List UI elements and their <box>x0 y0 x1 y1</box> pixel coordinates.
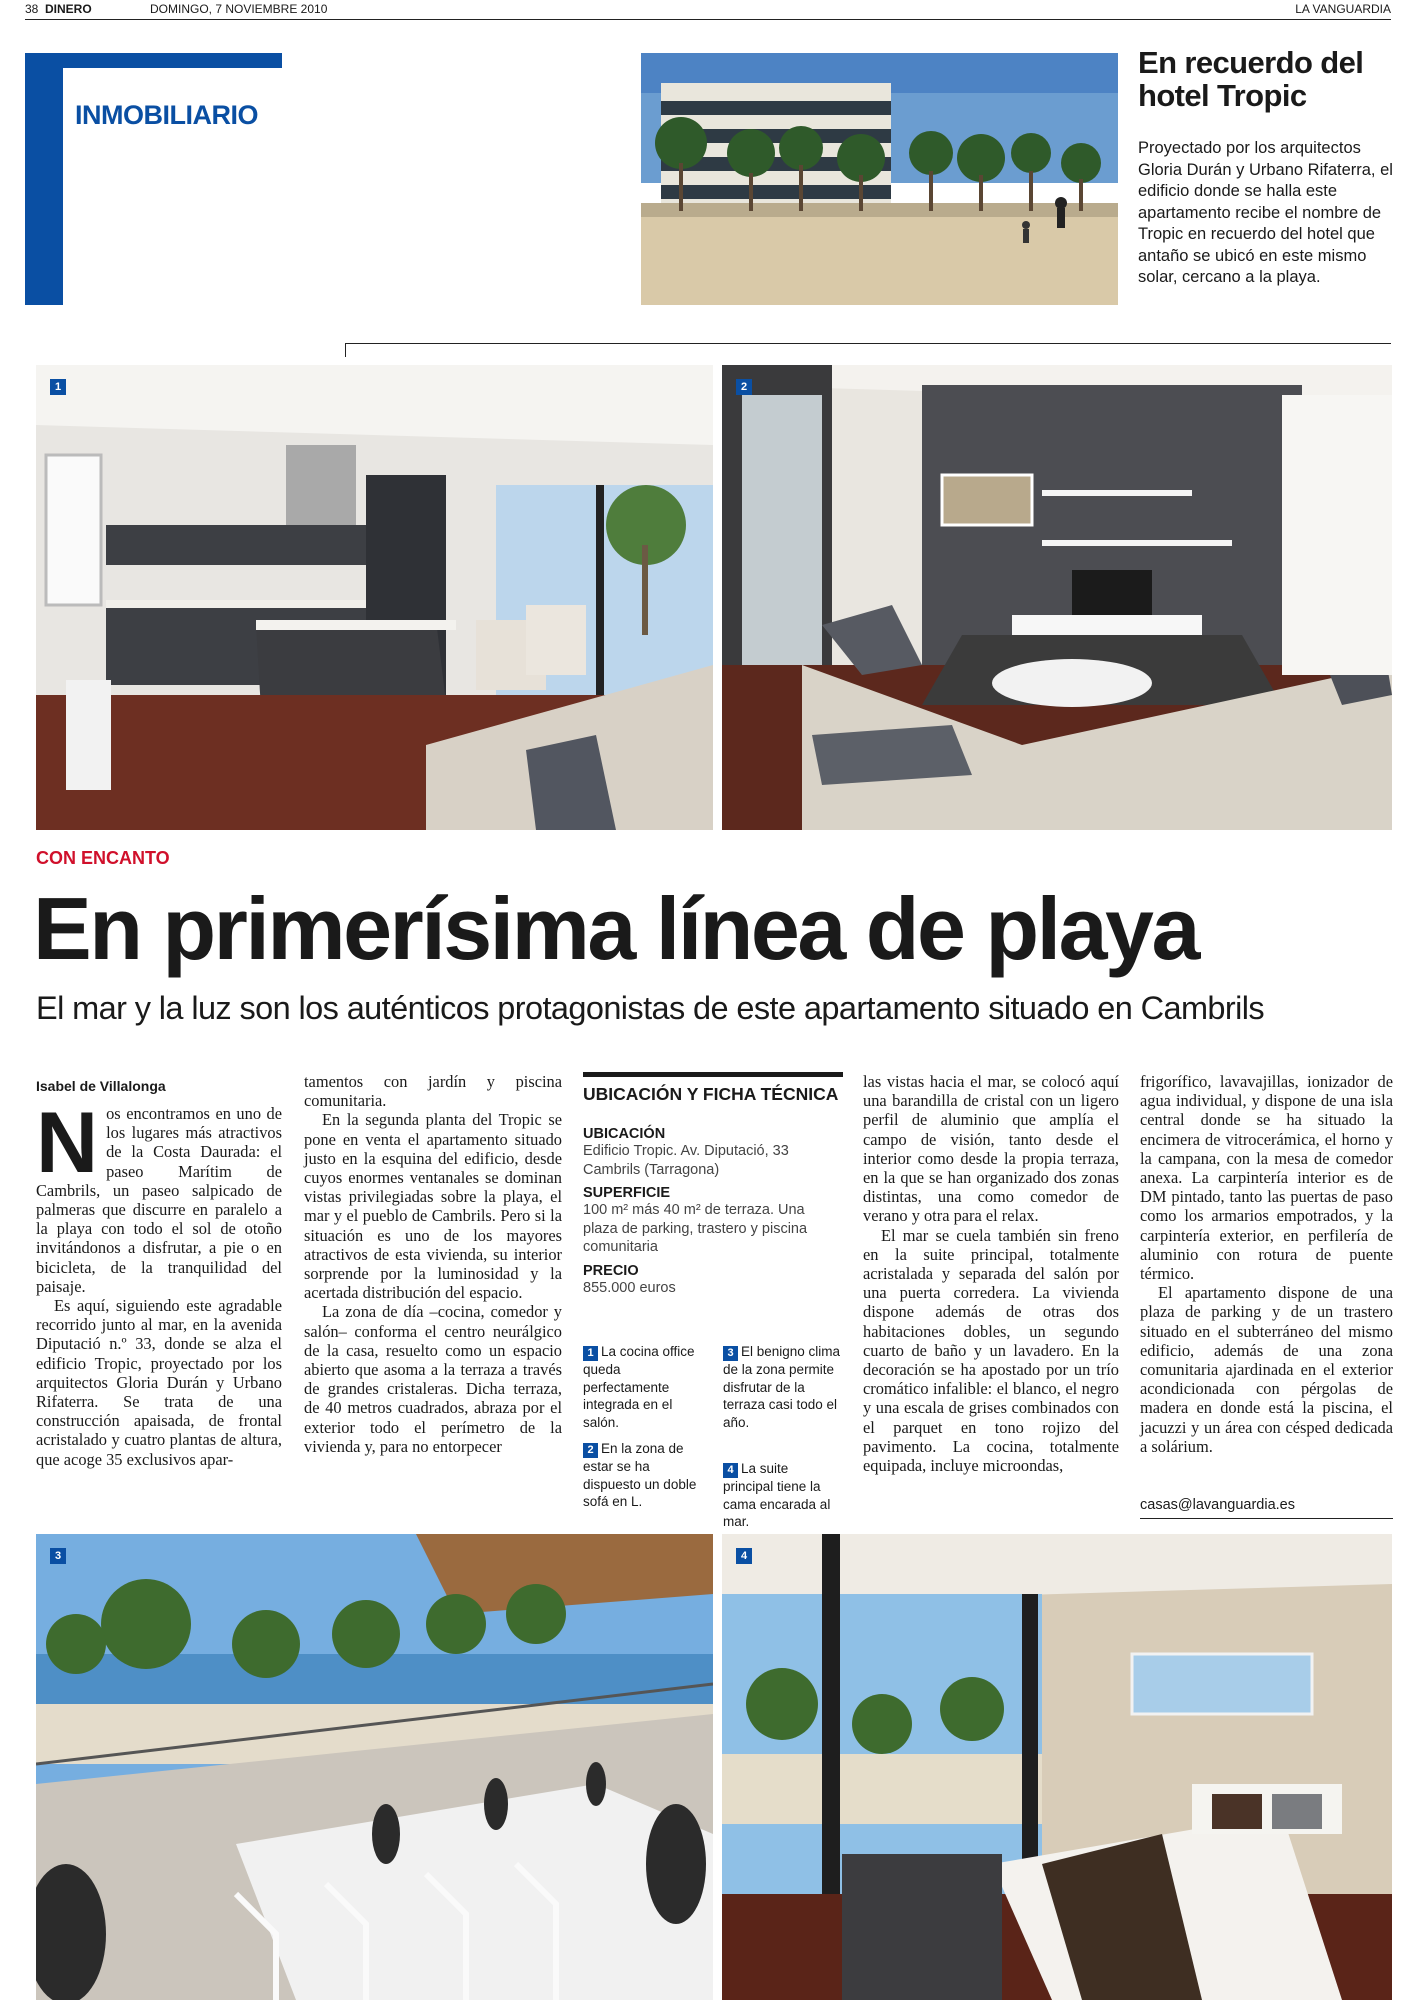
sidebar-body: Proyectado por los arquitectos Gloria Durán y Urbano Rifaterra, el edificio donde se halla este apartamento recibe el nombre de Tropic en recuerdo del hotel que antaño se ubicó en este mismo solar, cercano a la playa. <box>1138 139 1393 286</box>
caption-1: 1 La cocina office queda perfectamente integrada en el salón. <box>583 1344 695 1430</box>
photo-kitchen <box>36 365 713 830</box>
ficha-rule <box>583 1072 843 1077</box>
page-number: 38 <box>25 2 39 16</box>
ficha-ubicacion-label: UBICACIÓN <box>583 1126 666 1142</box>
caption-3: 3 El benigno clima de la zona permite disfrutar de la terraza casi todo el año. <box>723 1344 841 1430</box>
dropcap: N <box>36 1095 99 1191</box>
photo-building-exterior <box>641 53 1118 305</box>
email-rule <box>1140 1518 1393 1519</box>
sidebar-title: En recuerdo del hotel Tropic <box>1138 45 1364 113</box>
ficha-precio-label: PRECIO <box>583 1262 639 1279</box>
caption-4: 4 La suite principal tiene la cama encarada al mar. <box>723 1461 831 1529</box>
contact-email[interactable]: casas@lavanguardia.es <box>1140 1497 1295 1513</box>
article-paragraph: Nos encontramos en uno de los lugares más atractivos de la Costa Daurada: el paseo Marítim de Cambrils, un paseo salpicado de palmeras que discurre en paralelo a la playa con todo el sol de otoño invitándonos a disfrutar, a pie o en bicicleta, de la tranquilidad del paisaje. <box>36 1095 282 1296</box>
article-paragraph: El mar se cuela también sin freno en la suite principal, totalmente acristalada y separada del salón por una puerta corredera. La vivienda dispone además de otras dos habitaciones dobles, un segundo cuarto de baño y un lavadero. En la decoración se ha apostado por un trío cromático infalible: el blanco, el negro y una escala de grises combinados con el parquet en tono rojizo del pavimento. La cocina, totalmente equipada, incluye microondas, <box>863 1225 1119 1476</box>
section-label: INMOBILIARIO <box>75 100 258 130</box>
section-bar-left <box>25 53 63 305</box>
ficha-superficie-label: SUPERFICIE <box>583 1185 671 1201</box>
section-name: DINERO <box>45 2 92 16</box>
article-paragraph: las vistas hacia el mar, se colocó aquí una barandilla de cristal con un ligero perfil de aluminio que amplía el campo de visión, tanto desde el interior como desde la propia terraza, en la que se han organizado dos zonas distintas, una como comedor de verano y otra para el relax. <box>863 1072 1119 1226</box>
article-paragraph: tamentos con jardín y piscina comunitaria. <box>304 1072 562 1111</box>
photo-number-3: 3 <box>50 1548 66 1564</box>
ficha-ubicacion: Edificio Tropic. Av. Diputació, 33 Cambrils (Tarragona) <box>583 1143 789 1178</box>
section-bar-top <box>25 53 282 68</box>
article-paragraph: En la segunda planta del Tropic se pone en venta el apartamento situado justo en la esquina del edificio, desde cuyos enormes ventanales se dominan vistas privilegiadas sobre la playa, el mar y el pueblo de Cambrils. Pero si la situación es uno de los mayores atractivos de esta vivienda, su interior sorprende por la luminosidad y la acertada distribución del espacio. <box>304 1110 562 1303</box>
article-paragraph: frigorífico, lavavajillas, ionizador de agua individual, y dispone de una isla central donde se ha situado la encimera de vitrocerámica, el horno y la campana, con la mesa de comedor anexa. La carpintería interior es de DM pintado, tanto las puertas de paso como los armarios empotrados, y la carpintería exterior, en perfilería de aluminio con rotura de puente térmico. <box>1140 1072 1393 1284</box>
headline: En primerísima línea de playa <box>33 879 1198 978</box>
photo-number-2: 2 <box>736 379 752 395</box>
photo-terrace <box>36 1534 713 2000</box>
article-paragraph: La zona de día –cocina, comedor y salón– conforma el centro neurálgico de la casa, resuelto como un espacio abierto que asoma a la terraza a través de grandes cristaleras. Dicha terraza, de 40 metros cuadrados, abraza por el exterior todo el perímetro de la vivienda y, para no entorpecer <box>304 1302 562 1456</box>
kicker: CON ENCANTO <box>36 848 170 868</box>
photo-number-4: 4 <box>736 1548 752 1564</box>
article-paragraph: El apartamento dispone de una plaza de parking y de un trastero situado en el subterráneo del mismo edificio, además de una zona comunitaria ajardinada en el exterior acondicionada con pérgolas de madera en donde está la piscina, el jacuzzi y un área con césped dedicada a solárium. <box>1140 1283 1393 1456</box>
ficha-precio: 855.000 euros <box>583 1279 676 1296</box>
date: DOMINGO, 7 NOVIEMBRE 2010 <box>150 2 328 16</box>
photo-living-room <box>722 365 1392 830</box>
article-column-5 <box>1140 1072 1393 1456</box>
article-column-4 <box>863 1072 1119 1475</box>
subheadline: El mar y la luz son los auténticos protagonistas de este apartamento situado en Cambrils <box>36 990 1265 1026</box>
article-column-2 <box>304 1072 562 1456</box>
article-column-1 <box>36 1095 282 1469</box>
ficha-superficie: 100 m² más 40 m² de terraza. Una plaza de parking, trastero y piscina comunitaria <box>583 1202 808 1255</box>
feature-box-rule <box>345 343 1391 344</box>
ficha-title: UBICACIÓN Y FICHA TÉCNICA <box>583 1084 839 1104</box>
ficha-body <box>583 1126 828 1297</box>
header-rule <box>25 19 1391 20</box>
photo-number-1: 1 <box>50 379 66 395</box>
byline: Isabel de Villalonga <box>36 1078 166 1094</box>
feature-box-corner <box>345 343 346 357</box>
photo-bedroom <box>722 1534 1392 2000</box>
article-paragraph: Es aquí, siguiendo este agradable recorrido junto al mar, en la avenida Diputació n.º 33, donde se alza el edificio Tropic, proyectado por los arquitectos Gloria Durán y Urbano Rifaterra. Se trata de una construcción apaisada, de frontal acristalado y cuatro plantas de altura, que acoge 35 exclusivos apar- <box>36 1296 282 1469</box>
caption-2: 2 En la zona de estar se ha dispuesto un doble sofá en L. <box>583 1441 697 1509</box>
publication-name: LA VANGUARDIA <box>1295 2 1391 16</box>
